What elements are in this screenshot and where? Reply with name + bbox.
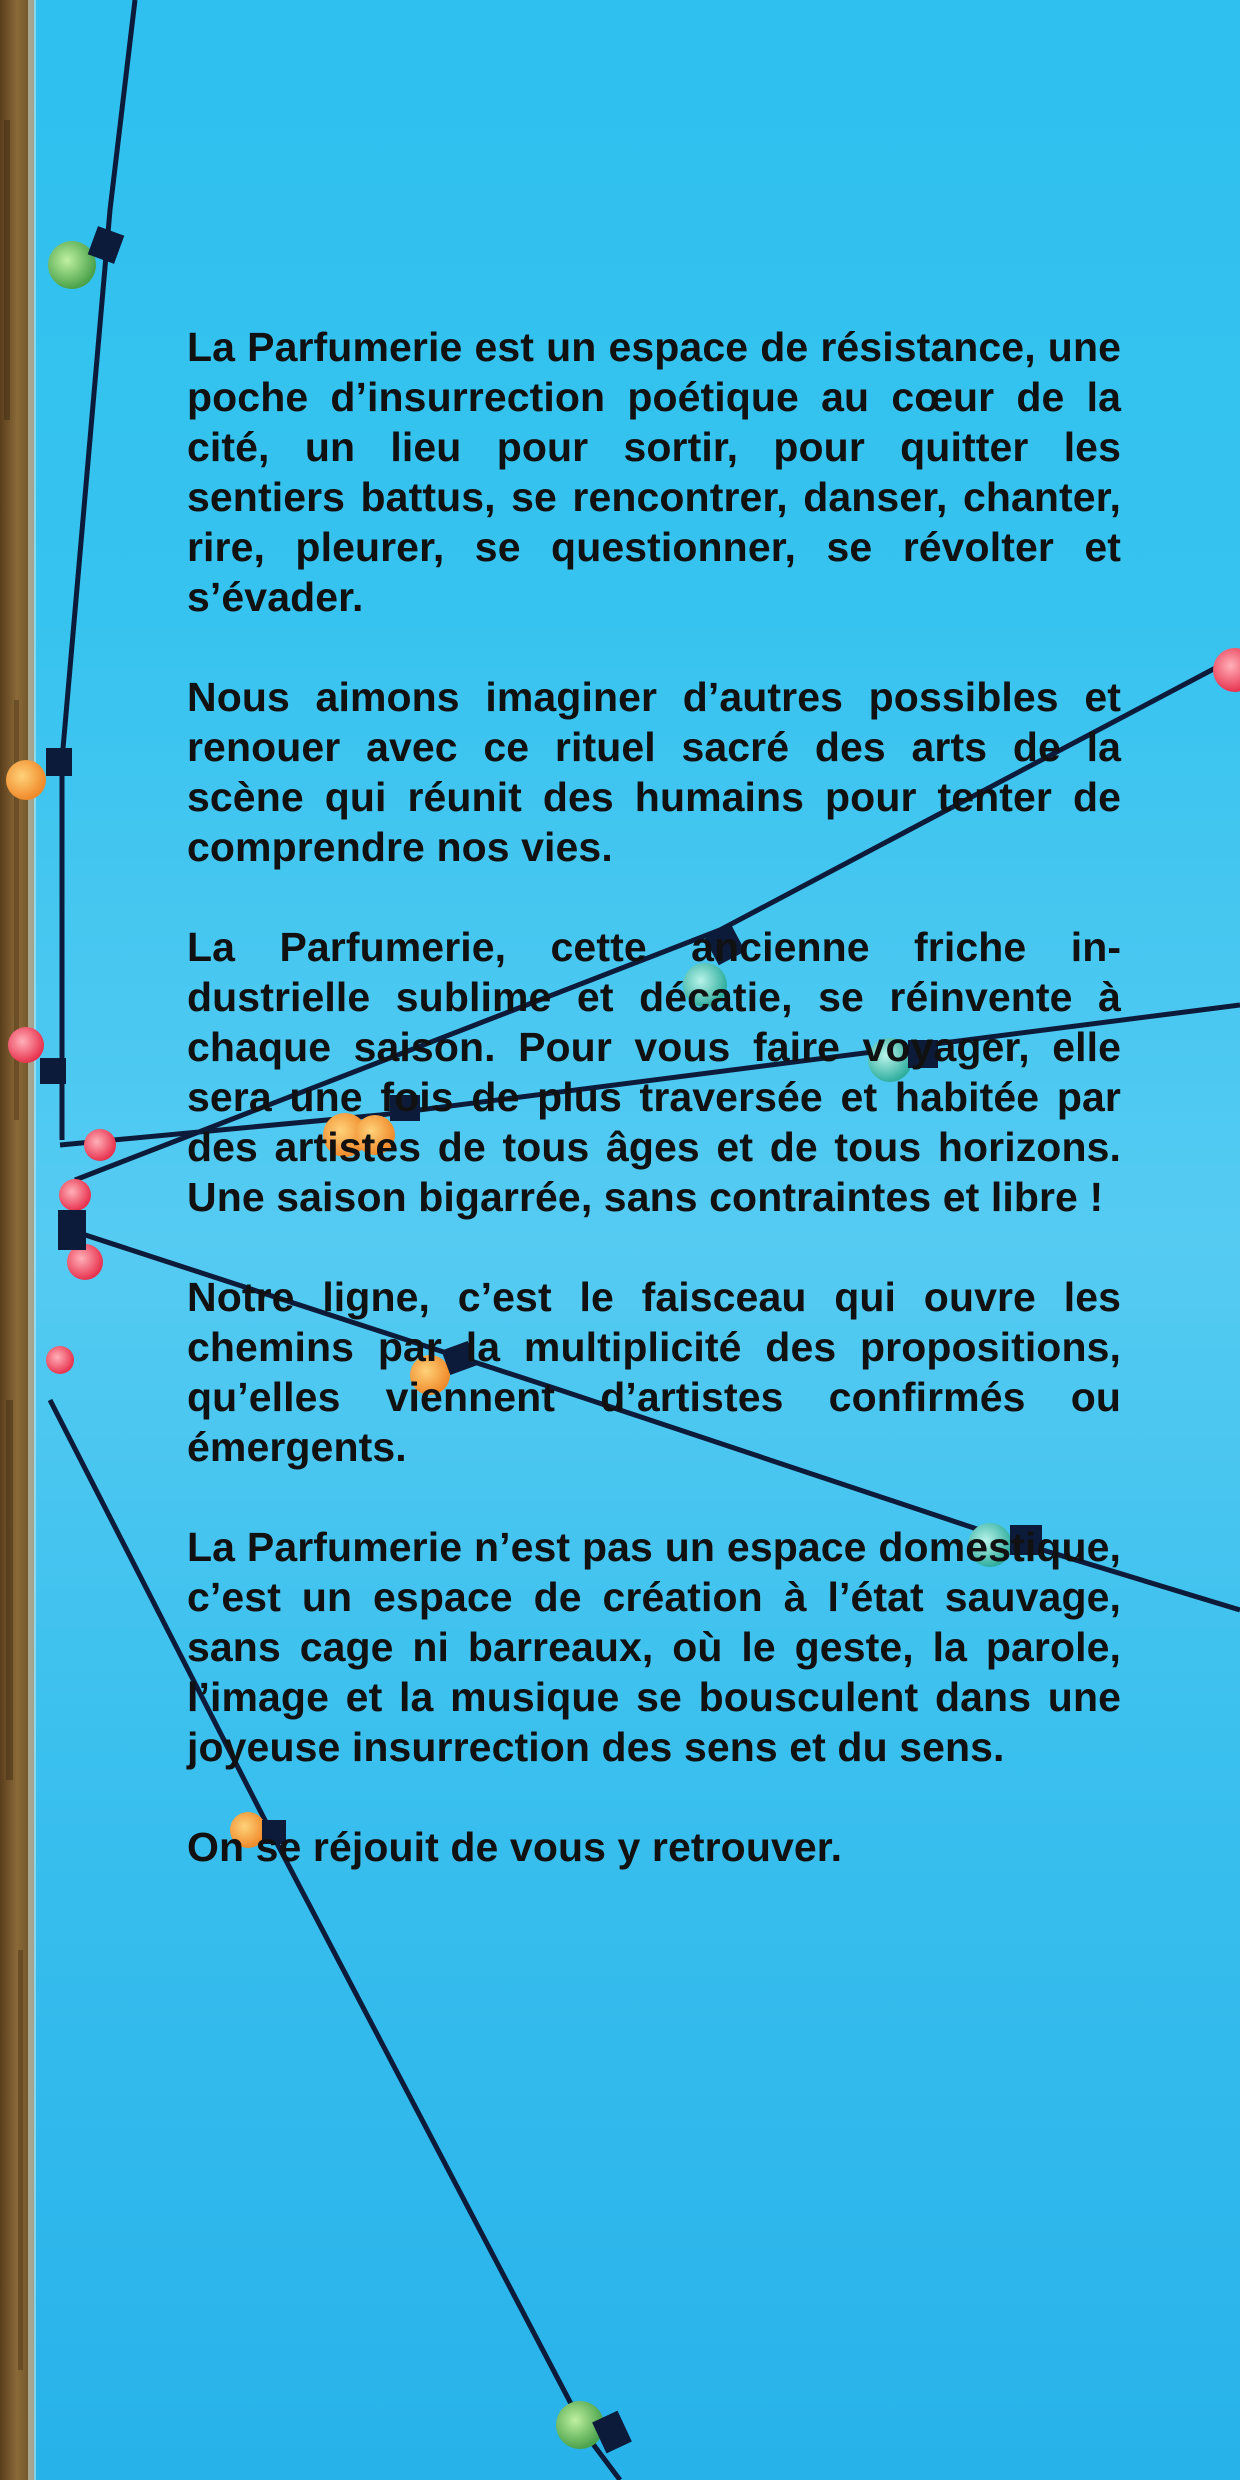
manifesto-text	[187, 322, 1121, 1872]
paragraph-4: Notre ligne, c’est le faisceau qui ouvre les chemins par la multiplicité des propositions, qu’elles viennent d’artistes confirmés ou émergents.	[187, 1274, 1121, 1470]
wooden-pole	[0, 0, 36, 2480]
paragraph-1: La Parfumerie est un espace de résistance, une poche d’insurrection poétique au cœur de la cité, un lieu pour sortir, pour quitter les sentiers battus, se rencontrer, danser, chanter, rire, pleurer, se questionner, se révolter et s’évader.	[187, 324, 1121, 620]
paragraph-5: La Parfumerie n’est pas un espace domestique, c’est un espace de création à l’état sauvage, sans cage ni barreaux, où le geste, la parole, l’image et la musique se bousculent dans une joyeuse insurrection des sens et du sens.	[187, 1524, 1121, 1770]
paragraph-3: La Parfumerie, cette ancienne friche industrielle sublime et décatie, se réinvente à chaque saison. Pour vous faire voyager, elle sera une fois de plus traversée et habitée par des artistes de tous âges et de tous horizons. Une saison bigarrée, sans contraintes et libre !	[187, 924, 1121, 1220]
paragraph-6: On se réjouit de vous y retrouver.	[187, 1824, 843, 1870]
paragraph-2: Nous aimons imaginer d’autres possibles et renouer avec ce rituel sacré des arts de la scène qui réunit des humains pour tenter de comprendre nos vies.	[187, 674, 1121, 870]
